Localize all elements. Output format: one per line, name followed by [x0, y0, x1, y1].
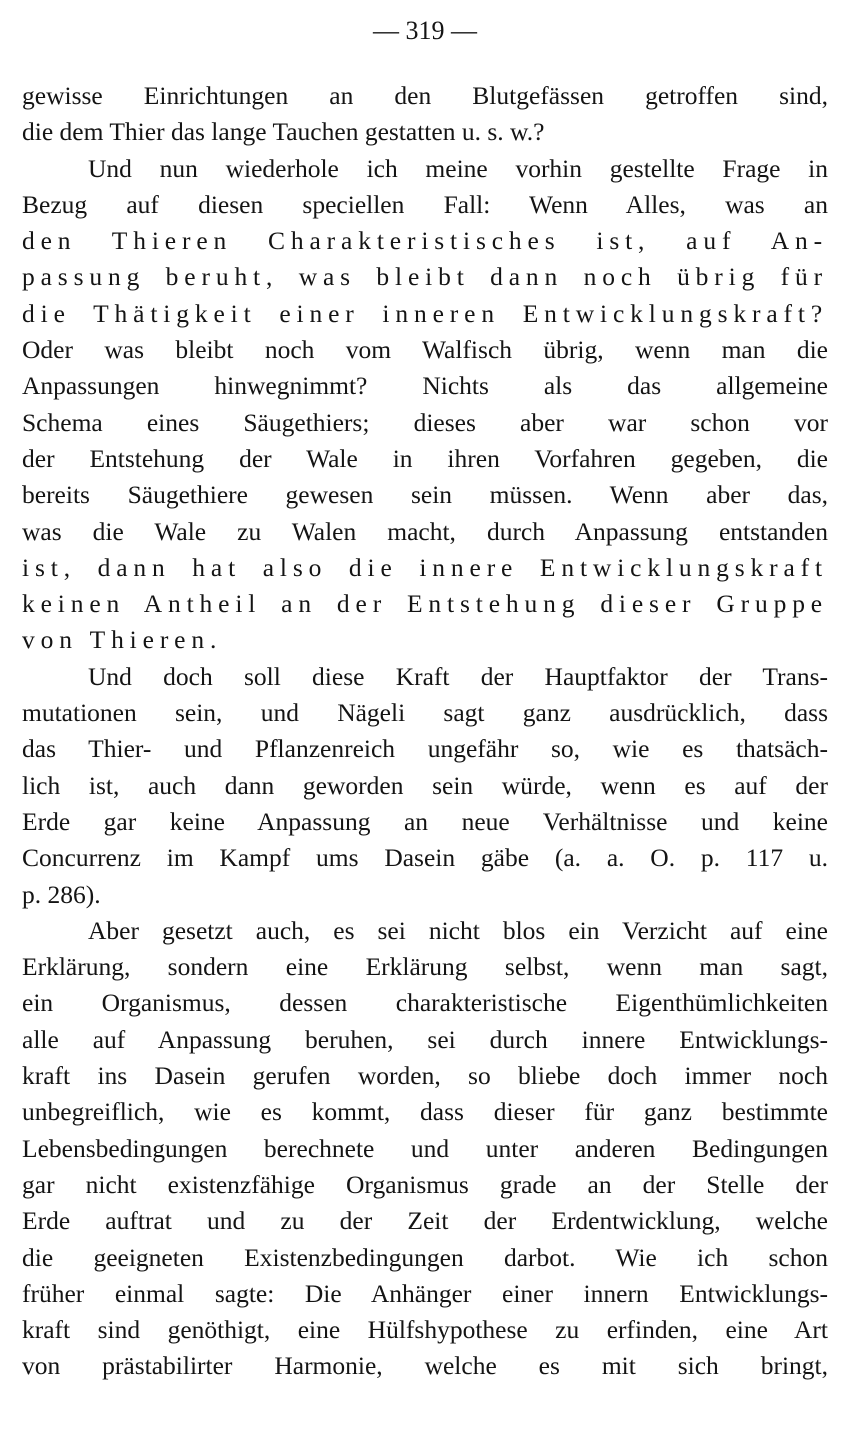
text-line: Aber gesetzt auch, es sei nicht blos ein Verzicht auf eine [88, 915, 828, 945]
body-text [22, 78, 828, 1385]
text-line: Bezug auf diesen speciellen Fall: Wenn Alles, was an [22, 189, 828, 219]
text-line: kraft ins Dasein gerufen worden, so bliebe doch immer noch [22, 1061, 828, 1091]
text-line: mutationen sein, und Nägeli sagt ganz ausdrücklich, dass [22, 698, 828, 728]
text-line: Concurrenz im Kampf ums Dasein gäbe (a. a. O. p. 117 u. [22, 843, 828, 873]
text-line: was die Wale zu Walen macht, durch Anpassung entstanden [22, 516, 828, 546]
text-line: den Thieren Charakteristisches ist, auf An- [22, 226, 828, 256]
text-line: von prästabilirter Harmonie, welche es mit sich bringt, [22, 1351, 828, 1381]
text-line: gar nicht existenzfähige Organismus grade an der Stelle der [22, 1169, 828, 1199]
text-line: Und nun wiederhole ich meine vorhin gestellte Frage in [88, 153, 828, 183]
page-number: — 319 — [373, 16, 477, 45]
text-line: alle auf Anpassung beruhen, sei durch innere Entwicklungs- [22, 1024, 828, 1054]
text-line: Anpassungen hinwegnimmt? Nichts als das allgemeine [22, 371, 828, 401]
text-line: kraft sind genöthigt, eine Hülfshypothese zu erfinden, eine Art [22, 1315, 828, 1345]
text-line: unbegreiflich, wie es kommt, dass dieser für ganz bestimmte [22, 1097, 828, 1127]
text-line: lich ist, auch dann geworden sein würde, wenn es auf der [22, 770, 828, 800]
text-line: die Thätigkeit einer inneren Entwicklungskraft? [22, 298, 828, 328]
text-line: Und doch soll diese Kraft der Hauptfaktor der Trans- [88, 661, 828, 691]
text-line: die dem Thier das lange Tauchen gestatten u. s. w.? [22, 117, 545, 147]
text-line: von Thieren. [22, 625, 223, 655]
text-line: das Thier- und Pflanzenreich ungefähr so, wie es thatsäch- [22, 734, 828, 764]
text-line: früher einmal sagte: Die Anhänger einer innern Entwicklungs- [22, 1278, 828, 1308]
text-line: Erklärung, sondern eine Erklärung selbst, wenn man sagt, [22, 952, 828, 982]
text-line: passung beruht, was bleibt dann noch übrig für [22, 262, 828, 292]
text-line: Schema eines Säugethiers; dieses aber war schon vor [22, 407, 828, 437]
text-line: die geeigneten Existenzbedingungen darbot. Wie ich schon [22, 1242, 828, 1272]
text-line: ein Organismus, dessen charakteristische Eigenthümlichkeiten [22, 988, 828, 1018]
text-line: der Entstehung der Wale in ihren Vorfahren gegeben, die [22, 443, 828, 473]
text-line: ist, dann hat also die innere Entwicklungskraft [22, 552, 828, 582]
text-line: Oder was bleibt noch vom Walfisch übrig, wenn man die [22, 335, 828, 365]
text-line: Lebensbedingungen berechnete und unter anderen Bedingungen [22, 1133, 828, 1163]
text-line: Erde gar keine Anpassung an neue Verhältnisse und keine [22, 806, 828, 836]
text-line: Erde auftrat und zu der Zeit der Erdentwicklung, welche [22, 1206, 828, 1236]
text-line: gewisse Einrichtungen an den Blutgefässen getroffen sind, [22, 81, 828, 110]
text-line: keinen Antheil an der Entstehung dieser Gruppe [22, 589, 828, 619]
text-line: bereits Säugethiere gewesen sein müssen. Wenn aber das, [22, 480, 828, 510]
text-line: p. 286). [22, 879, 101, 909]
